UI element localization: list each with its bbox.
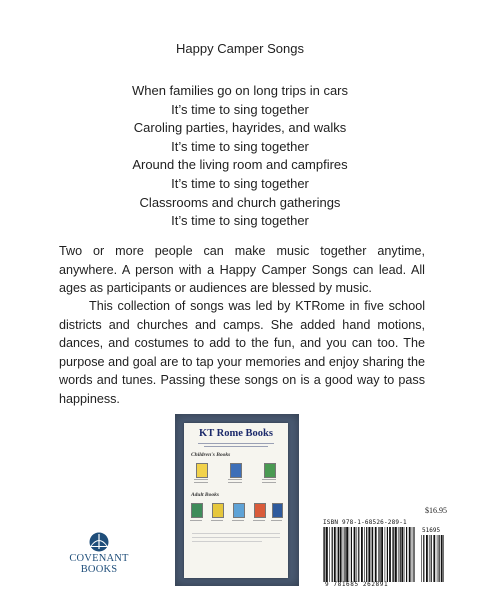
barcode-bar [443,535,444,582]
flyer-section-children: Children's Books [191,452,231,458]
barcode-bar [375,527,377,582]
book-caption [262,479,276,480]
barcode-bar [366,527,367,582]
book-cover-thumbnail [233,503,245,518]
description-paragraph-2: This collection of songs was led by KTRome in five school districts and churches and camps. She added hand motions, dances, and costumes to add to the fun, and you can too. The purpose and goal are to tap your memories and enjoy sharing the words and tunes. Passing these songs on is a good way to pass happiness. [59,299,425,406]
barcode-bar [346,527,348,582]
barcode-bar [412,527,413,582]
poem-line: When families go on long trips in cars [131,83,349,98]
page-title: Happy Camper Songs [176,41,304,56]
book-cover-thumbnail [254,503,266,518]
barcode-bar [338,527,339,582]
flyer-subtitle-line [198,443,274,444]
flyer-title: KT Rome Books [199,428,273,439]
price-label: $16.95 [425,506,447,515]
flyer-text-line [192,537,280,538]
barcode-bar [431,535,432,582]
barcode-bar [387,527,388,582]
barcode-bar [437,535,438,582]
book-caption [253,520,265,521]
poem [0,82,480,231]
book-cover-thumbnail [196,463,208,478]
poem-line: It’s time to sing together [171,213,309,229]
publisher-logo [58,531,178,575]
book-cover-thumbnail [230,463,242,478]
flyer-section-adult: Adult Books [191,492,219,498]
poem-line: It’s time to sing together [171,138,309,154]
barcode-bar [349,527,350,582]
book-cover-thumbnail [272,503,283,518]
book-cover-thumbnail [264,463,276,478]
barcode-bar [400,527,401,582]
barcode-bar [381,527,383,582]
poem-line: Classrooms and church gatherings [139,194,341,210]
bridge-logo-icon [58,531,140,553]
book-caption [262,482,276,483]
book-list-flyer [184,423,288,578]
isbn-text: ISBN 978-1-68526-289-1 [323,519,407,526]
addon-number: 51695 [422,527,441,534]
poem-line: It’s time to sing together [171,101,309,117]
barcode-bar [378,527,379,582]
barcode-bar [340,527,342,582]
barcode-bar [406,527,407,582]
barcode-bar [392,527,393,582]
barcode-bar [433,535,435,582]
barcode-bar [329,527,330,582]
barcode-bar [393,527,394,582]
barcode-bar [368,527,370,582]
barcode-bar [398,527,399,582]
barcode-bar [324,527,325,582]
barcode-bar [409,527,411,582]
poem-line: Around the living room and campfires [132,157,348,173]
book-cover-thumbnail [212,503,224,518]
barcode-bar [401,527,403,582]
barcode-bar [357,527,358,582]
barcode-bar [364,527,365,582]
book-cover-thumbnail [191,503,203,518]
barcode-bar [404,527,405,582]
barcode-bar [337,527,338,582]
barcode-bar [439,535,440,582]
ean-barcode [323,527,417,582]
barcode-bar [326,527,328,582]
ean-number: 9 781685 262891 [325,581,389,588]
poem-line: It’s time to sing together [171,175,309,191]
barcode-bar [426,535,428,582]
flyer-text-line [192,541,262,542]
barcode-bar [332,527,333,582]
book-caption [194,482,208,483]
barcode-bar [395,527,397,582]
addon-barcode [421,535,445,582]
barcode-bar [372,527,373,582]
book-caption [228,482,242,483]
book-caption [271,520,282,521]
publisher-name: COVENANT BOOKS [69,553,129,575]
book-caption [194,479,208,480]
book-caption [232,520,244,521]
barcode-bar [429,535,430,582]
barcode-bar [413,527,414,582]
barcode-bar [358,527,359,582]
book-caption [228,479,242,480]
flyer-subtitle-line [204,446,268,447]
flyer-text-line [192,533,280,534]
barcode-bar [379,527,380,582]
barcode-bar [389,527,391,582]
book-caption [190,520,202,521]
barcode-bar [343,527,344,582]
barcode-bar [371,527,372,582]
barcode-bar [423,535,424,582]
barcode-bar [344,527,345,582]
barcode-bar [354,527,356,582]
barcode-bar [334,527,336,582]
barcode-bar [323,527,324,582]
flyer-photo [175,414,299,586]
barcode-bar [361,527,363,582]
barcode-bar [351,527,352,582]
barcode-bar [421,535,422,582]
barcode-bar [385,527,386,582]
book-caption [211,520,223,521]
description-paragraph-1: Two or more people can make music together anytime, anywhere. A person with a Happy Camper Songs can lead. All ages as participants or audiences are blessed by music. [59,244,425,296]
barcode-area [315,505,449,589]
barcode-bar [441,535,443,582]
poem-line: Caroling parties, hayrides, and walks [133,120,347,136]
